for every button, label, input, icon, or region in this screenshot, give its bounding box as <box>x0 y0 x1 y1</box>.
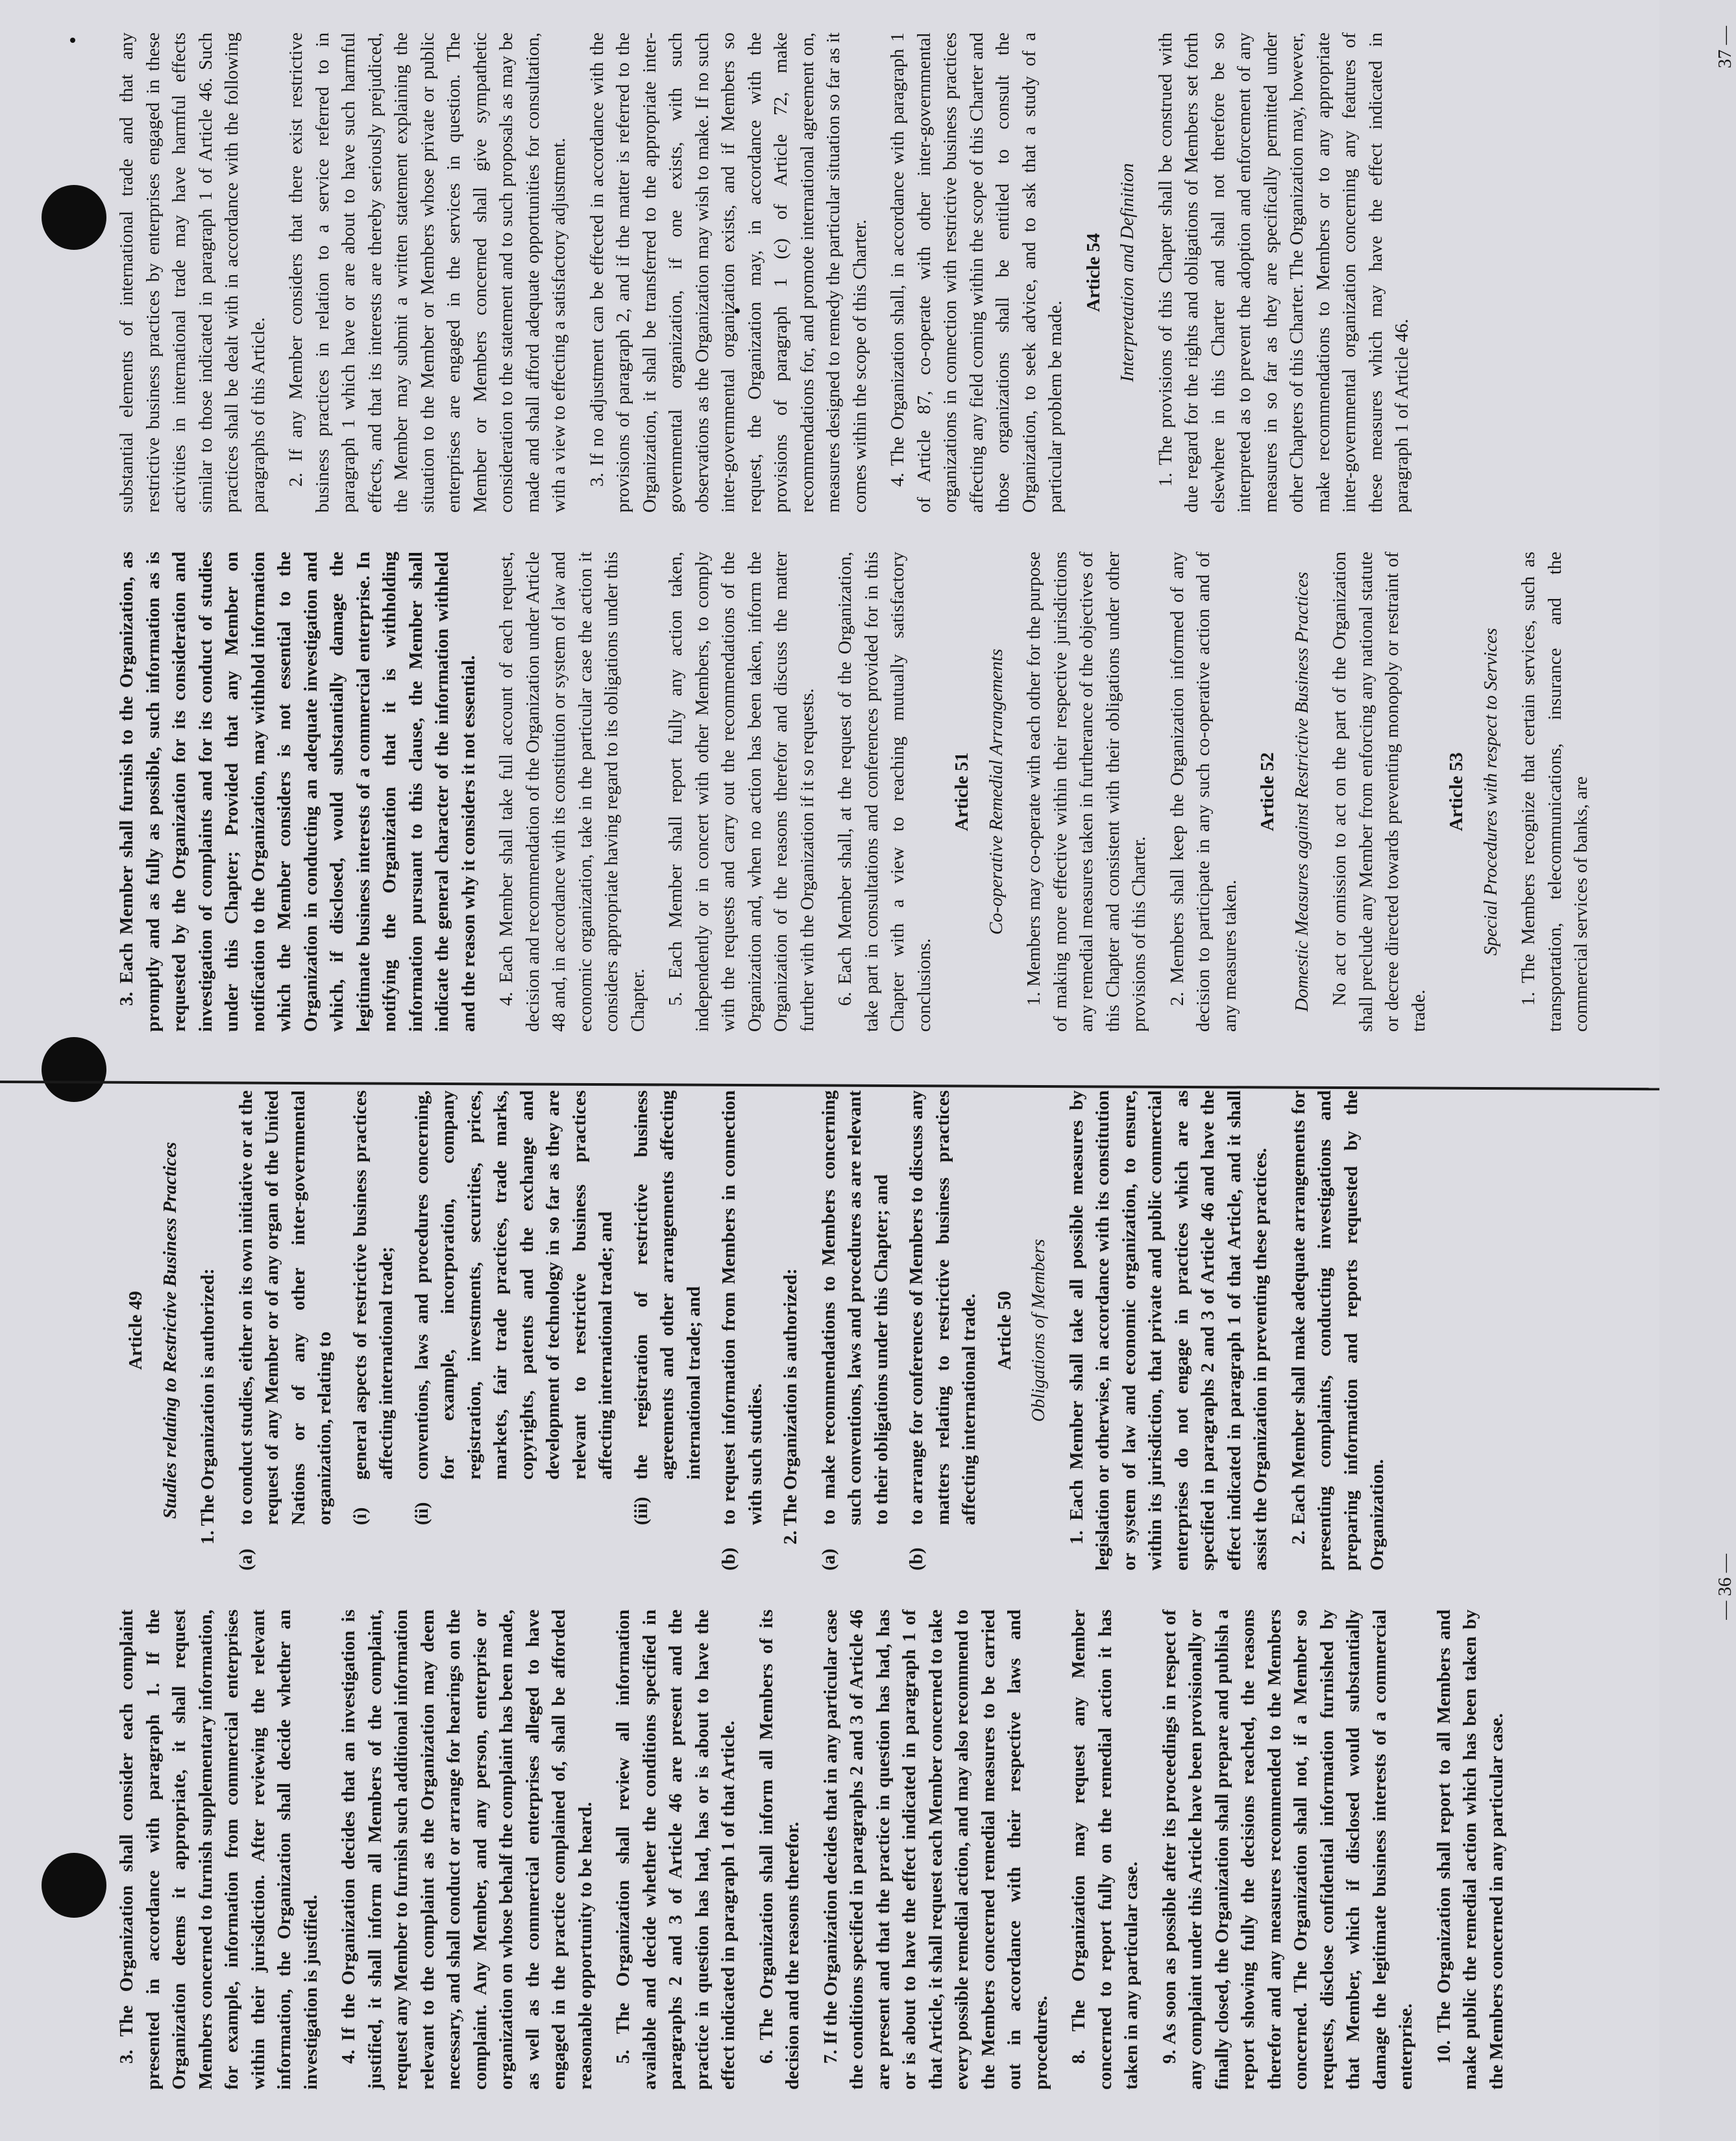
list-text: the registration of restrictive business agreements and other arrangements affecting international trade; and <box>630 1090 704 1480</box>
article-50-title: Article 50 <box>994 1291 1015 1370</box>
list-text: to make recommendations to Members concerning such conventions, laws and procedures as are relevant to their obligations under this Chapter; and <box>818 1090 892 1525</box>
list-item <box>716 1090 768 1571</box>
list-marker: (b) <box>906 1547 927 1571</box>
sub-list-item <box>347 1090 400 1525</box>
list-item <box>816 1090 895 1571</box>
page-number: — 36 — <box>1715 1554 1735 1620</box>
paragraph: 1. Members may co-operate with each other for the purpose of making more effective within their respective jurisdictions any remedial measures taken in furtherance of the objectives of this Chapter and consistent with their obligations under other provisions of this Charter. <box>1023 552 1149 1032</box>
article-54-title: Article 54 <box>1082 233 1104 312</box>
paragraph: 1. The provisions of this Chapter shall be construed with due regard for the rights and obligations of Members set forth elsewhere in this Charter and shall not therefore be so interpreted as to prevent the adoption and enforcement of any measures in so far as they are specifically permitted under other Chapters of this Charter. The Organization may, however, make recommendations to Members or to any appropriate inter-governmental organization concerning any features of these measures which may have the effect indicated in paragraph 1 of Article 46. <box>1155 32 1412 513</box>
paragraph: 1. The Members recognize that certain services, such as transportation, telecommunications, insurance and the commercial services of banks, are <box>1518 552 1591 1032</box>
sub-list-item <box>409 1090 619 1525</box>
paragraph: 9. As soon as possible after its proceedings in respect of any complaint under this Article have been provisionally or finally closed, the Organization shall prepare and publish a report showing fully the decisions reached, the reasons therefor and any measures recommended to the Members concerned. The Organization shall not, if a Member so requests, disclose confidential information furnished by that Member, which if disclosed would substantially damage the legitimate business interests of a commercial enterprise. <box>1158 1609 1416 2090</box>
page-37-column-1 <box>114 552 1691 1032</box>
list-item <box>903 1090 983 1571</box>
article-52-title: Article 52 <box>1257 752 1278 831</box>
paragraph: 2. Members shall keep the Organization informed of any decision to participate in any such co-operative action and of any measures taken. <box>1166 552 1240 1032</box>
paragraph: 1. The Organization is authorized: <box>197 1268 218 1545</box>
paragraph: 1. Each Member shall take all possible measures by legislation or otherwise, in accordance with its constitution or system of law and economic organization, to ensure, within its jurisdiction, that private and public commercial enterprises do not engage in practices which are as specified in paragraphs 2 and 3 of Article 46 and have the effect indicated in paragraph 1 of that Article, and it shall assist the Organization in preventing these practices. <box>1066 1090 1271 1571</box>
article-53-heading: Special Procedures with respect to Services <box>1480 628 1501 956</box>
list-marker: (ii) <box>411 1502 432 1525</box>
article-51-heading: Co-operative Remedial Arrangements <box>985 648 1007 935</box>
page-36-column-1 <box>114 1609 1691 2090</box>
paragraph: 4. If the Organization decides that an investigation is justified, it shall inform all Members of the complaint, request any Member to furnish such additional information relevant to the complaint as the Organization may deem necessary, and shall conduct or arrange for hearings on the complaint. Any Member, and any person, enterprise or organization on whose behalf the complaint has been made, as well as the commercial enterprises alleged to have engaged in the practice complained of, shall be afforded reasonable opportunity to be heard. <box>338 1609 596 2090</box>
list-text: to request information from Members in connection with such studies. <box>718 1090 766 1525</box>
list-item <box>233 1090 338 1571</box>
page-36 <box>114 1084 1735 2090</box>
paragraph: 3. The Organization shall consider each complaint presented in accordance with paragraph 1. If the Organization deems it appropriate, it shall request Members concerned to furnish supplementary information, for example, information from commercial enterprises within their jurisdiction. After reviewing the relevant information, the Organization shall decide whether an investigation is justified. <box>116 1609 321 2090</box>
list-marker: (iii) <box>630 1497 652 1525</box>
paragraph: 2. The Organization is authorized: <box>780 1268 801 1545</box>
paragraph: 4. The Organization shall, in accordance with paragraph 1 of Article 87, co-operate with other inter-governmental organizations in connection with restrictive business practices affecting any field coming within the scope of this Charter and those organizations shall be entitled to consult the Organization, to seek advice, and to ask that a study of a particular problem be made. <box>887 32 1066 513</box>
list-marker: (i) <box>349 1507 371 1525</box>
paragraph: 5. The Organization shall review all information available and decide whether the conditions specified in paragraphs 2 and 3 of Article 46 are present and the practice in question has had, has or is about to have the effect indicated in paragraph 1 of that Article. <box>613 1609 739 2090</box>
article-52-heading: Domestic Measures against Restrictive Business Practices <box>1291 572 1312 1012</box>
list-marker: (b) <box>718 1547 739 1571</box>
list-text: conventions, laws and procedures concerning, for example, incorporation, company registration, investments, securities, prices, markets, fair trade practices, trade marks, copyrights, patents and the exchange and development of technology in so far as they are relevant to restrictive business practices affecting international trade; and <box>411 1090 616 1480</box>
paragraph: substantial elements of international trade and that any restrictive business practices by enterprises engaged in these activities in international trade may have harmful effects similar to those indicated in paragraph 1 of Article 46. Such practices shall be dealt with in accordance with the following paragraphs of this Article. <box>116 32 269 513</box>
paragraph: 3. Each Member shall furnish to the Organization, as promptly and as fully as possible, such information as is requested by the Organization for its consideration and investigation of complaints and for its conduct of studies under this Chapter; Provided that any Member on notification to the Organization, may withhold information which the Member considers is not essential to the Organization in conducting an adequate investigation and which, if disclosed, would substantially damage the legitimate business interests of a commercial enterprise. In notifying the Organization that it is withholding information pursuant to this clause, the Member shall indicate the general character of the information withheld and the reason why it considers it not essential. <box>116 552 479 1032</box>
list-marker: (a) <box>235 1548 256 1571</box>
list-text: to conduct studies, either on its own initiative or at the request of any Member or of any organ of the United Nations or of any other inter-governmental organization, relating to <box>235 1090 335 1525</box>
paragraph: 2. Each Member shall make adequate arrangements for presenting complaints, conducting investigations and preparing information and reports requested by the Organization. <box>1288 1090 1388 1571</box>
paragraph: 8. The Organization may request any Member concerned to report fully on the remedial action it has taken in any particular case. <box>1068 1609 1142 2090</box>
paragraph: 6. Each Member shall, at the request of the Organization, take part in consultations and conferences provided for in this Chapter with a view to reaching mutually satisfactory conclusions. <box>835 552 935 1032</box>
paragraph: 4. Each Member shall take full account of each request, decision and recommendation of the Organization under Article 48 and, in accordance with its constitution or system of law and economic organization, take in the particular case the action it considers appropriate having regard to its obligations under this Chapter. <box>496 552 648 1032</box>
paragraph: 10. The Organization shall report to all Members and make public the remedial action which has been taken by the Members concerned in any particular case. <box>1433 1609 1507 2090</box>
article-53-title: Article 53 <box>1446 752 1467 831</box>
paragraph: 6. The Organization shall inform all Members of its decision and the reasons therefor. <box>755 1609 803 2090</box>
list-marker: (a) <box>818 1548 839 1571</box>
list-text: to arrange for conferences of Members to discuss any matters relating to restrictive business practices affecting international trade. <box>906 1090 979 1525</box>
article-49-title: Article 49 <box>125 1291 146 1370</box>
speck <box>70 38 75 43</box>
punch-hole <box>42 1853 106 1918</box>
paragraph: 2. If any Member considers that there exist restrictive business practices in relation to a service referred to in paragraph 1 which have or are about to have such harmful effects, and that its interests are thereby seriously prejudiced, the Member may submit a written statement explaining the situation to the Member or Members whose private or public enterprises are engaged in the services in question. The Member or Members concerned shall give sympathetic consideration to the statement and to such proposals as may be made and shall afford adequate opportunities for consultation, with a view to effecting a satisfactory adjustment. <box>286 32 569 513</box>
paragraph: 5. Each Member shall report fully any action taken, independently or in concert with other Members, to comply with the requests and carry out the recommendations of the Organization and, when no action has been taken, inform the Organization of the reasons therefor and discuss the matter further with the Organization if it so requests. <box>665 552 818 1032</box>
article-50-heading: Obligations of Members <box>1028 1239 1049 1422</box>
article-51-title: Article 51 <box>951 752 972 831</box>
paragraph: 7. If the Organization decides that in any particular case the conditions specified in paragraphs 2 and 3 of Article 46 are present and that the practice in question has had, has or is about to have the effect indicated in paragraph 1 of that Article, it shall request each Member concerned to take every possible remedial action, and may also recommend to the Members concerned remedial measures to be carried out in accordance with their respective laws and procedures. <box>820 1609 1051 2090</box>
page-number: 37 — <box>1715 26 1735 69</box>
page-37 <box>114 26 1735 1032</box>
punch-hole <box>42 1037 106 1102</box>
punch-hole <box>42 185 106 250</box>
list-text: general aspects of restrictive business practices affecting international trade; <box>349 1090 397 1480</box>
article-54-heading: Interpretation and Definition <box>1117 163 1138 382</box>
page-36-column-2 <box>114 1090 1691 1571</box>
paragraph: 3. If no adjustment can be effected in accordance with the provisions of paragraph 2, and if the matter is referred to the Organization, it shall be transferred to the appropriate inter-governmental organization, if one exists, with such observations as the Organization may wish to make. If no such inter-governmental organization exists, and if Members so request, the Organization may, in accordance with the provisions of paragraph 1 (c) of Article 72, make recommendations for, and promote international agreement on, measures designed to remedy the particular situation so far as it comes within the scope of this Charter. <box>586 32 870 513</box>
page-37-column-2 <box>114 32 1691 513</box>
article-49-heading: Studies relating to Restrictive Business Practices <box>159 1142 180 1519</box>
sub-list-item <box>628 1090 707 1525</box>
paragraph: No act or omission to act on the part of the Organization shall preclude any Member from enforcing any national statute or decree directed towards preventing monopoly or restraint of trade. <box>1329 552 1429 1032</box>
